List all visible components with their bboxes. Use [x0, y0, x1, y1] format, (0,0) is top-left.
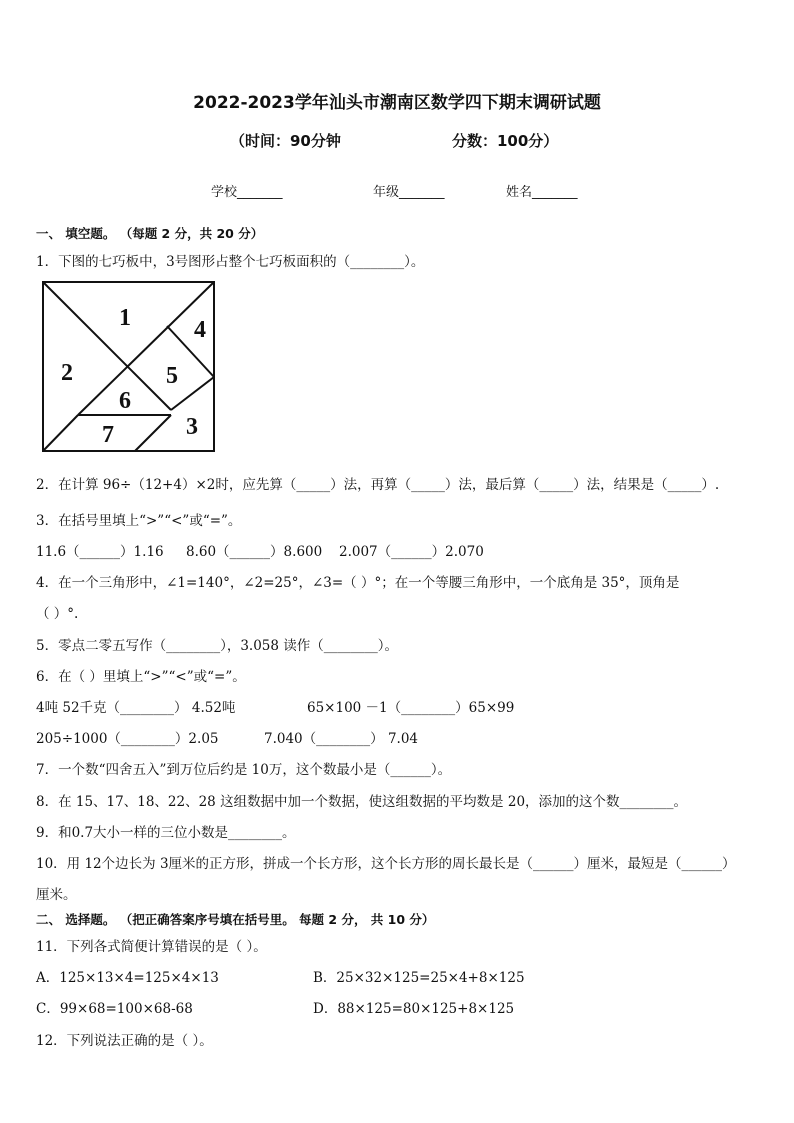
- question-4-line-1: 4．在一个三角形中，∠1=140°，∠2=25°，∠3=（ ）°；在一个等腰三角形中，一个底角是 35°，顶角是: [36, 575, 680, 591]
- question-3-item-2: 8.60（______）8.600: [186, 544, 323, 560]
- question-12: 12．下列说法正确的是（ ）。: [36, 1033, 213, 1049]
- question-6-item-3: 205÷1000（________）2.05: [36, 731, 219, 747]
- tangram-label-6: 6: [119, 388, 131, 414]
- question-8: 8．在 15、17、18、22、28 这组数据中加一个数据，使这组数据的平均数是 20，添加的这个数________。: [36, 794, 688, 810]
- question-6-item-1: 4吨 52千克（________） 4.52吨: [36, 700, 236, 716]
- question-3: 3．在括号里填上“>”“<”或“=”。: [36, 513, 242, 529]
- question-1: 1．下图的七巧板中，3号图形占整个七巧板面积的（________）。: [36, 254, 425, 270]
- tangram-figure: [40, 280, 218, 454]
- question-6-item-2: 65×100 －1（________）65×99: [307, 700, 515, 716]
- question-11: 11．下列各式简便计算错误的是（ ）。: [36, 939, 267, 955]
- tangram-label-7: 7: [102, 422, 114, 448]
- option-a: A．125×13×4=125×4×13: [36, 970, 219, 986]
- tangram-diagonal-main: [43, 282, 171, 410]
- question-4-line-2: （ ）°.: [36, 606, 79, 622]
- question-7: 7．一个数“四舍五入”到万位后约是 10万，这个数最小是（______）。: [36, 762, 452, 778]
- tangram-label-5: 5: [166, 363, 178, 389]
- tangram-piece-7-right: [135, 415, 171, 451]
- tangram-diagonal-upper: [78, 282, 214, 415]
- page-title: 2022-2023学年汕头市潮南区数学四下期末调研试题: [193, 93, 601, 113]
- question-6-item-4: 7.040（________） 7.04: [264, 731, 418, 747]
- option-d: D．88×125=80×125+8×125: [313, 1001, 515, 1017]
- tangram-label-4: 4: [194, 317, 206, 343]
- section-1-heading: 一、 填空题。 （每题 2 分，共 20 分）: [36, 226, 264, 241]
- school-field: 学校_______: [211, 185, 283, 200]
- question-5: 5．零点二零五写作（________），3.058 读作（________）。: [36, 638, 399, 654]
- exam-score: 分数：100分）: [452, 132, 559, 150]
- tangram-label-3: 3: [186, 414, 198, 440]
- name-field: 姓名_______: [506, 185, 578, 200]
- question-3-item-1: 11.6（______）1.16: [36, 544, 164, 560]
- grade-field: 年级_______: [373, 185, 445, 200]
- question-3-item-3: 2.007（______）2.070: [339, 544, 484, 560]
- question-9: 9．和0.7大小一样的三位小数是________。: [36, 825, 296, 841]
- question-10-line-1: 10．用 12个边长为 3厘米的正方形，拼成一个长方形，这个长方形的周长最长是（______）厘米，最短是（______）: [36, 856, 736, 872]
- tangram-label-2: 2: [61, 360, 73, 386]
- question-10-line-2: 厘米。: [36, 887, 77, 903]
- option-c: C．99×68=100×68-68: [36, 1001, 193, 1017]
- question-6: 6．在（ ）里填上“>”“<”或“=”。: [36, 669, 246, 685]
- tangram-piece-7-left: [43, 415, 78, 451]
- exam-time: （时间：90分钟: [230, 132, 341, 150]
- option-b: B．25×32×125=25×4+8×125: [313, 970, 525, 986]
- section-2-heading: 二、 选择题。 （把正确答案序号填在括号里。 每题 2 分， 共 10 分）: [36, 912, 435, 927]
- question-2: 2．在计算 96÷（12+4）×2时，应先算（_____）法，再算（_____）法，最后算（_____）法，结果是（_____）.: [36, 477, 720, 493]
- tangram-label-1: 1: [119, 305, 131, 331]
